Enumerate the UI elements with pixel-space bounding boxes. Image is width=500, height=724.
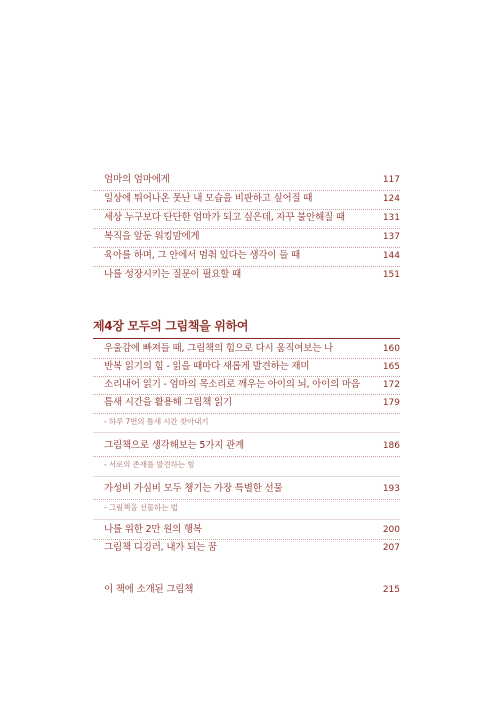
toc-entry-title: 반복 읽기의 힘 - 읽을 때마다 새롭게 발견하는 재미: [104, 361, 310, 372]
divider: [93, 476, 400, 477]
toc-entry-title: 우울감에 빠져들 때, 그림책의 힘으로 다시 움직여보는 나: [104, 343, 334, 354]
toc-entry[interactable]: [104, 375, 400, 395]
chapter-heading: 제4장 모두의 그림책을 위하여: [93, 319, 249, 333]
toc-entry[interactable]: [104, 580, 400, 600]
toc-entry-title: 소리내어 읽기 - 엄마의 목소리로 깨우는 아이의 뇌, 아이의 마음: [104, 379, 360, 390]
toc-entry[interactable]: [104, 357, 400, 377]
toc-entry[interactable]: [104, 246, 400, 266]
toc-entry-title: 그림책으로 생각해보는 5가지 관계: [104, 440, 244, 451]
toc-entry-title: 세상 누구보다 단단한 엄마가 되고 싶은데, 자꾸 불안해질 때: [104, 212, 345, 223]
toc-entry[interactable]: [104, 227, 400, 247]
divider: [93, 499, 400, 500]
toc-entry[interactable]: [104, 339, 400, 359]
toc-entry-page: 186: [382, 441, 400, 451]
toc-entry-page: 124: [382, 194, 400, 204]
divider: [93, 432, 400, 433]
toc-subtitle: - 서로의 존재를 발견하는 힘: [104, 460, 195, 469]
toc-entry[interactable]: [104, 189, 400, 209]
toc-entry[interactable]: [104, 393, 400, 413]
toc-entry-page: 193: [382, 484, 400, 494]
toc-entry-title: 가성비 가심비 모두 챙기는 가장 특별한 선물: [104, 483, 283, 494]
toc-subtitle: - 그림책을 선물하는 법: [104, 503, 178, 512]
divider: [93, 413, 400, 414]
toc-entry-title: 복직을 앞둔 워킹맘에게: [104, 231, 200, 242]
toc-entry-title: 나를 성장시키는 질문이 필요할 때: [104, 269, 241, 280]
toc-entry[interactable]: [104, 520, 400, 540]
toc-entry-title: 엄마의 엄마에게: [104, 174, 170, 185]
toc-entry-page: 144: [382, 251, 400, 261]
toc-entry-title: 틈새 시간을 활용해 그림책 읽기: [104, 397, 232, 408]
toc-entry[interactable]: [104, 265, 400, 285]
toc-entry-page: 137: [382, 232, 400, 242]
toc-entry-page: 172: [382, 380, 400, 390]
toc-subtitle: - 하루 7번의 틈새 시간 찾아내기: [104, 417, 209, 426]
toc-entry[interactable]: [104, 538, 400, 558]
toc-entry-page: 207: [382, 543, 400, 553]
toc-entry-page: 179: [382, 398, 400, 408]
toc-entry-title: 이 책에 소개된 그림책: [104, 584, 194, 595]
toc-entry-title: 육아를 하며, 그 안에서 멈춰 있다는 생각이 들 때: [104, 250, 300, 261]
toc-entry[interactable]: [104, 436, 400, 456]
toc-entry-title: 나를 위한 2만 원의 행복: [104, 524, 202, 535]
toc-entry-page: 151: [382, 270, 400, 280]
toc-entry[interactable]: [104, 479, 400, 499]
toc-entry-page: 165: [382, 362, 400, 372]
toc-entry-page: 117: [382, 175, 400, 185]
toc-entry-page: 215: [382, 585, 400, 595]
toc-entry-page: 160: [382, 344, 400, 354]
toc-entry[interactable]: [104, 208, 400, 228]
toc-entry-page: 131: [382, 213, 400, 223]
toc-entry-title: 일상에 튀어나온 못난 내 모습을 비판하고 싶어질 때: [104, 193, 313, 204]
divider: [93, 456, 400, 457]
toc-entry-page: 200: [382, 525, 400, 535]
toc-entry[interactable]: [104, 170, 400, 190]
toc-entry-title: 그림책 디깅러, 내가 되는 꿈: [104, 542, 217, 553]
